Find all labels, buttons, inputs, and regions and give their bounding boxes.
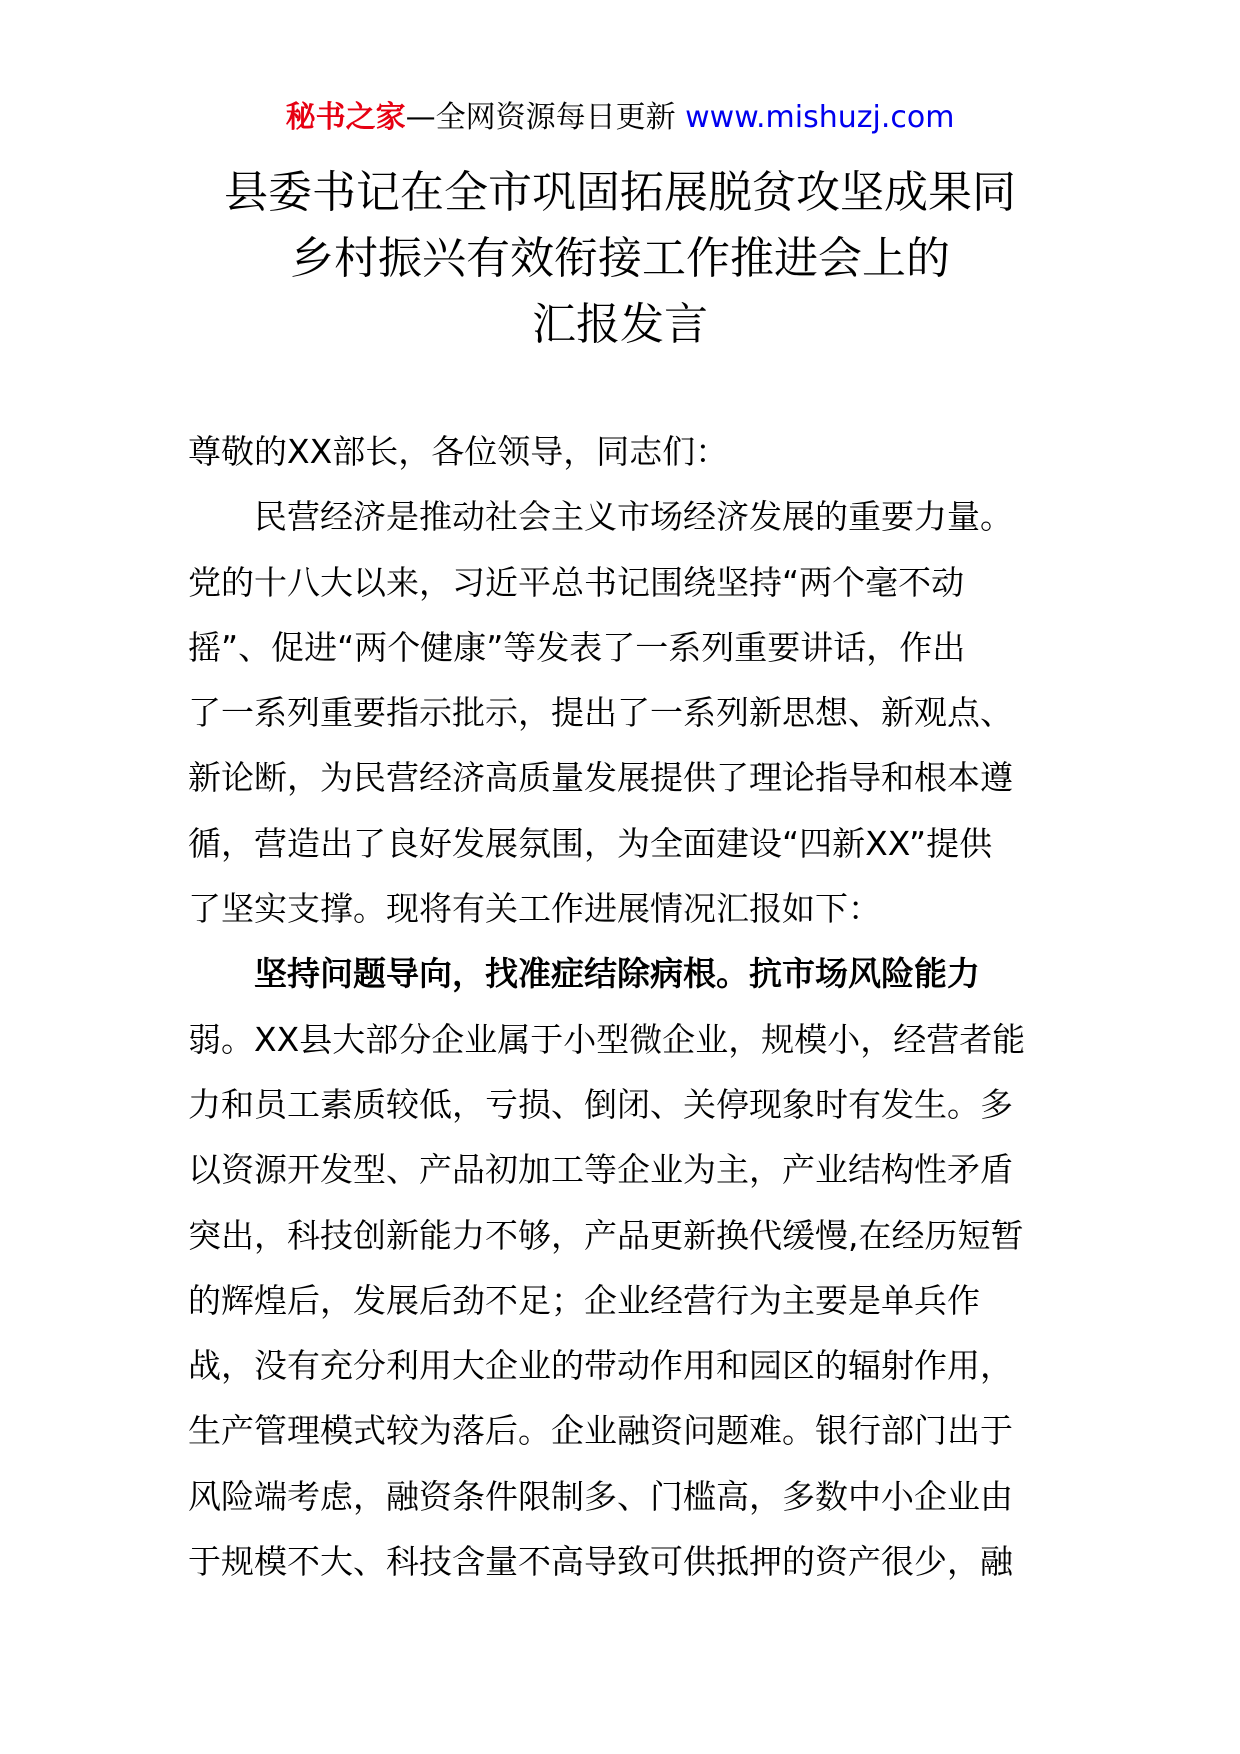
- body-line: 民营经济是推动社会主义市场经济发展的重要力量。: [188, 497, 1013, 537]
- body-line: 突出，科技创新能力不够，产品更新换代缓慢,在经历短暂: [188, 1215, 1024, 1255]
- body-line: 了坚实支撑。现将有关工作进展情况汇报如下：: [188, 889, 881, 929]
- site-brand: 秘书之家: [285, 100, 406, 135]
- site-header: [0, 98, 1240, 138]
- title-line-1: 县委书记在全市巩固拓展脱贫攻坚成果同: [224, 167, 1016, 218]
- body-line-heading: 坚持问题导向，找准症结除病根。抗市场风险能力: [188, 954, 980, 994]
- body-line: 战，没有充分利用大企业的带动作用和园区的辐射作用，: [188, 1346, 1013, 1386]
- body-line: 弱。XX县大部分企业属于小型微企业，规模小，经营者能: [188, 1019, 1026, 1059]
- body-line: 生产管理模式较为落后。企业融资问题难。银行部门出于: [188, 1411, 1013, 1451]
- title-line-3: 汇报发言: [532, 299, 708, 350]
- body-line: 风险端考虑，融资条件限制多、门槛高，多数中小企业由: [188, 1476, 1013, 1516]
- body-line: 于规模不大、科技含量不高导致可供抵押的资产很少，融: [188, 1542, 1013, 1582]
- body-line: 循，营造出了良好发展氛围，为全面建设“四新XX”提供: [188, 823, 993, 863]
- body-line: 以资源开发型、产品初加工等企业为主，产业结构性矛盾: [188, 1150, 1013, 1190]
- body-line: 力和员工素质较低，亏损、倒闭、关停现象时有发生。多: [188, 1084, 1013, 1124]
- body-line: 了一系列重要指示批示，提出了一系列新思想、新观点、: [188, 693, 1013, 733]
- site-slogan: —全网资源每日更新: [405, 100, 686, 135]
- title-line-2: 乡村振兴有效衔接工作推进会上的: [290, 233, 950, 284]
- body-line: 党的十八大以来，习近平总书记围绕坚持“两个毫不动: [188, 562, 965, 602]
- body-line: 的辉煌后，发展后劲不足；企业经营行为主要是单兵作: [188, 1280, 980, 1320]
- site-url-link[interactable]: www.mishuzj.com: [685, 100, 955, 135]
- document-title: [0, 160, 1240, 358]
- body-line: 新论断，为民营经济高质量发展提供了理论指导和根本遵: [188, 758, 1013, 798]
- document-body: [188, 419, 1058, 1594]
- salutation: 尊敬的XX部长，各位领导，同志们：: [188, 432, 729, 471]
- body-line: 摇”、促进“两个健康”等发表了一系列重要讲话，作出: [188, 627, 966, 667]
